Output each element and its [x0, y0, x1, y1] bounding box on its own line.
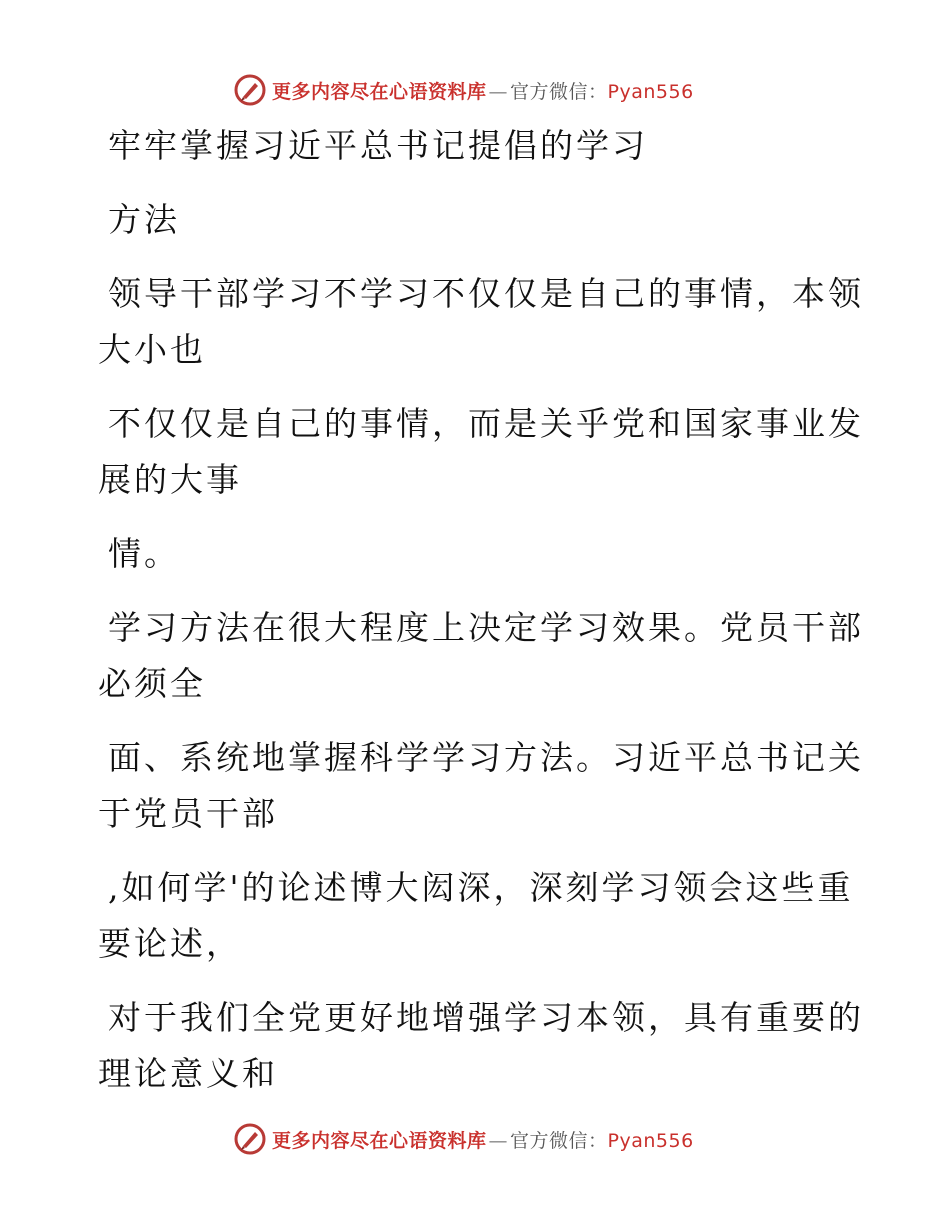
paragraph: 学习方法在很大程度上决定学习效果。党员干部必须全 [98, 608, 864, 703]
paragraph: 情。 [108, 534, 180, 573]
pen-logo-icon [234, 74, 266, 106]
document-body [98, 118, 868, 1102]
watermark-wechat-label: 官方微信： [510, 1129, 608, 1152]
document-title-line-1: 牢牢掌握习近平总书记提倡的学习 [108, 126, 648, 165]
header-watermark [234, 72, 694, 108]
pen-logo-icon [234, 1123, 266, 1155]
paragraph: 领导干部学习不学习不仅仅是自己的事情，本领大小也 [98, 274, 864, 369]
paragraph: 对于我们全党更好地增强学习本领，具有重要的理论意义和 [98, 998, 864, 1093]
watermark-text [272, 77, 694, 104]
paragraph: 面、系统地掌握科学学习方法。习近平总书记关于党员干部 [98, 738, 864, 833]
watermark-site: 更多内容尽在心语资料库 [272, 80, 487, 103]
watermark-wechat-id: Pyan556 [607, 1129, 694, 1152]
watermark-site: 更多内容尽在心语资料库 [272, 1129, 487, 1152]
watermark-wechat-label: 官方微信： [510, 80, 608, 103]
paragraph: ,如何学'的论述博大闳深，深刻学习领会这些重要论述， [98, 868, 854, 963]
document-title-line-2: 方法 [108, 200, 180, 239]
watermark-text [272, 1126, 694, 1153]
footer-watermark [234, 1121, 694, 1157]
watermark-separator: — [488, 80, 509, 103]
paragraph: 不仅仅是自己的事情，而是关乎党和国家事业发展的大事 [98, 404, 864, 499]
watermark-wechat-id: Pyan556 [607, 80, 694, 103]
watermark-separator: — [488, 1129, 509, 1152]
